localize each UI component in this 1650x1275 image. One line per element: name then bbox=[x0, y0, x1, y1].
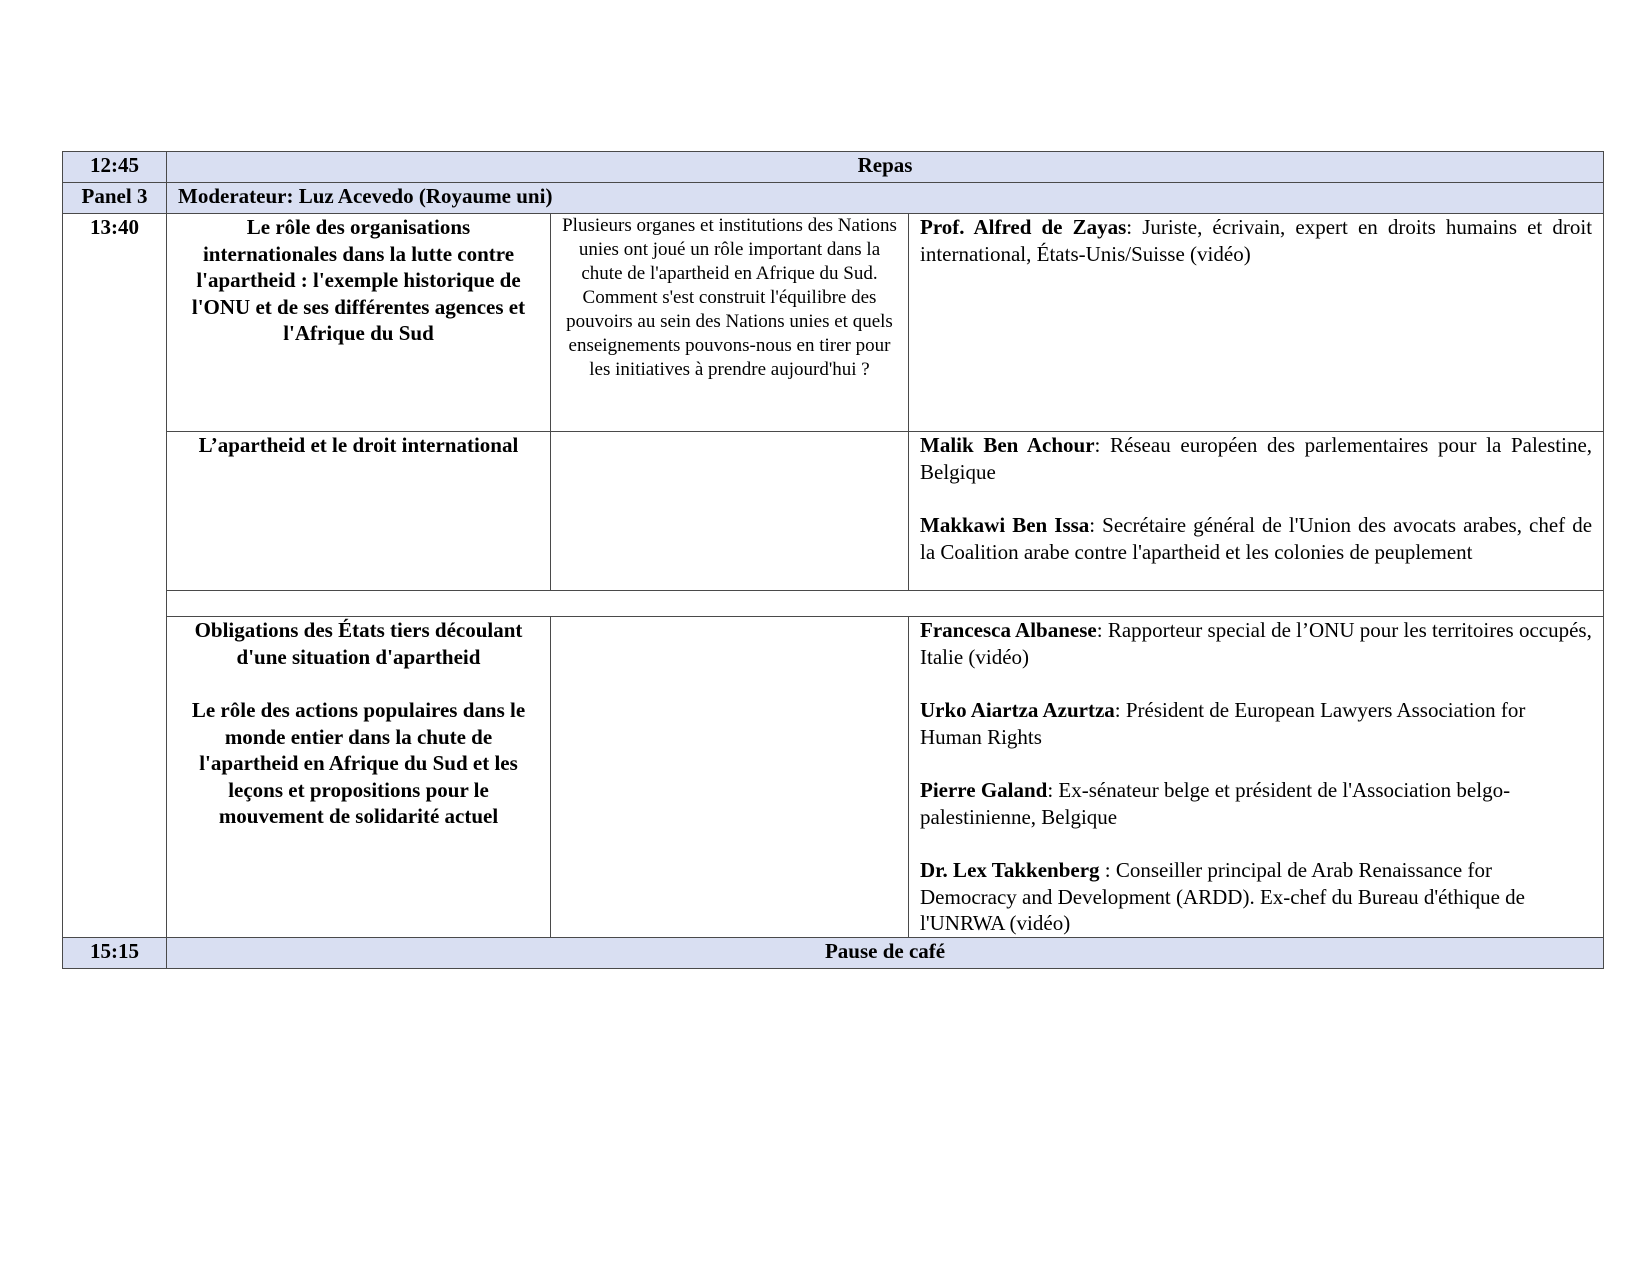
speaker-name: Dr. Lex Takkenberg bbox=[920, 858, 1100, 882]
panel-row bbox=[63, 183, 1604, 214]
speaker-role: : Réseau européen des parlementaires pour la Palestine, Belgique bbox=[920, 433, 1593, 484]
topic-description: Plusieurs organes et institutions des Nations unies ont joué un rôle important dans la chute de l'apartheid en Afrique du Sud. Comment s'est construit l'équilibre des pouvoirs au sein des Nations unies et quels enseignements pouvons-nous en tirer pour les initiatives à prendre aujourd'hui ? bbox=[551, 214, 909, 432]
spacer-row bbox=[63, 591, 1604, 617]
speakers-cell bbox=[909, 432, 1604, 591]
speaker-entry bbox=[920, 432, 1592, 485]
break-time: 15:15 bbox=[63, 938, 167, 969]
empty-separator bbox=[167, 591, 1604, 617]
topic-title-cell bbox=[167, 617, 551, 938]
lunch-time: 12:45 bbox=[63, 152, 167, 183]
topic-row-1 bbox=[63, 214, 1604, 432]
break-title: Pause de café bbox=[167, 938, 1604, 969]
speaker-role: : Rapporteur special de l’ONU pour les territoires occupés, Italie (vidéo) bbox=[920, 618, 1592, 669]
topic-title: L’apartheid et le droit international bbox=[167, 432, 551, 591]
speaker-entry bbox=[920, 512, 1592, 565]
speaker-entry bbox=[920, 857, 1592, 937]
speaker-role: : Conseiller principal de Arab Renaissance for Democracy and Development (ARDD). Ex-chef du Bureau d'éthique de l'UNRWA (vidéo) bbox=[920, 858, 1525, 935]
speaker-entry bbox=[920, 777, 1592, 830]
speaker-name: Francesca Albanese bbox=[920, 618, 1097, 642]
speaker-role: : Juriste, écrivain, expert en droits humains et droit international, États-Unis/Suisse (vidéo) bbox=[920, 215, 1593, 266]
topic-row-3 bbox=[63, 617, 1604, 938]
program-table bbox=[62, 151, 1604, 969]
topic-row-2 bbox=[63, 432, 1604, 591]
topic-title: Le rôle des organisations internationales dans la lutte contre l'apartheid : l'exemple historique de l'ONU et de ses différentes agences et l'Afrique du Sud bbox=[167, 214, 551, 432]
speaker-name: Urko Aiartza Azurtza bbox=[920, 698, 1115, 722]
speaker-entry bbox=[920, 697, 1592, 750]
speaker-role: : Président de European Lawyers Association for Human Rights bbox=[920, 698, 1526, 749]
speaker-entry bbox=[920, 214, 1592, 267]
speaker-role: : Secrétaire général de l'Union des avocats arabes, chef de la Coalition arabe contre l'apartheid et les colonies de peuplement bbox=[920, 513, 1593, 564]
topic-description bbox=[551, 617, 909, 938]
topic-title: Le rôle des actions populaires dans le monde entier dans la chute de l'apartheid en Afrique du Sud et les leçons et propositions pour le mouvement de solidarité actuel bbox=[191, 698, 526, 828]
speaker-name: Malik Ben Achour bbox=[920, 433, 1095, 457]
speaker-name: Prof. Alfred de Zayas bbox=[920, 215, 1127, 239]
topic-description bbox=[551, 432, 909, 591]
panel-label: Panel 3 bbox=[63, 183, 167, 214]
speaker-name: Makkawi Ben Issa bbox=[920, 513, 1090, 537]
moderator: Moderateur: Luz Acevedo (Royaume uni) bbox=[167, 183, 1604, 214]
session-time: 13:40 bbox=[63, 214, 167, 938]
topic-title: Obligations des États tiers découlant d'une situation d'apartheid bbox=[194, 618, 523, 669]
speaker-role: : Ex-sénateur belge et président de l'Association belgo-palestinienne, Belgique bbox=[920, 778, 1511, 829]
speakers-cell bbox=[909, 617, 1604, 938]
speakers-cell bbox=[909, 214, 1604, 432]
break-row bbox=[63, 938, 1604, 969]
lunch-row bbox=[63, 152, 1604, 183]
lunch-title: Repas bbox=[167, 152, 1604, 183]
speaker-name: Pierre Galand bbox=[920, 778, 1048, 802]
speaker-entry bbox=[920, 617, 1592, 670]
